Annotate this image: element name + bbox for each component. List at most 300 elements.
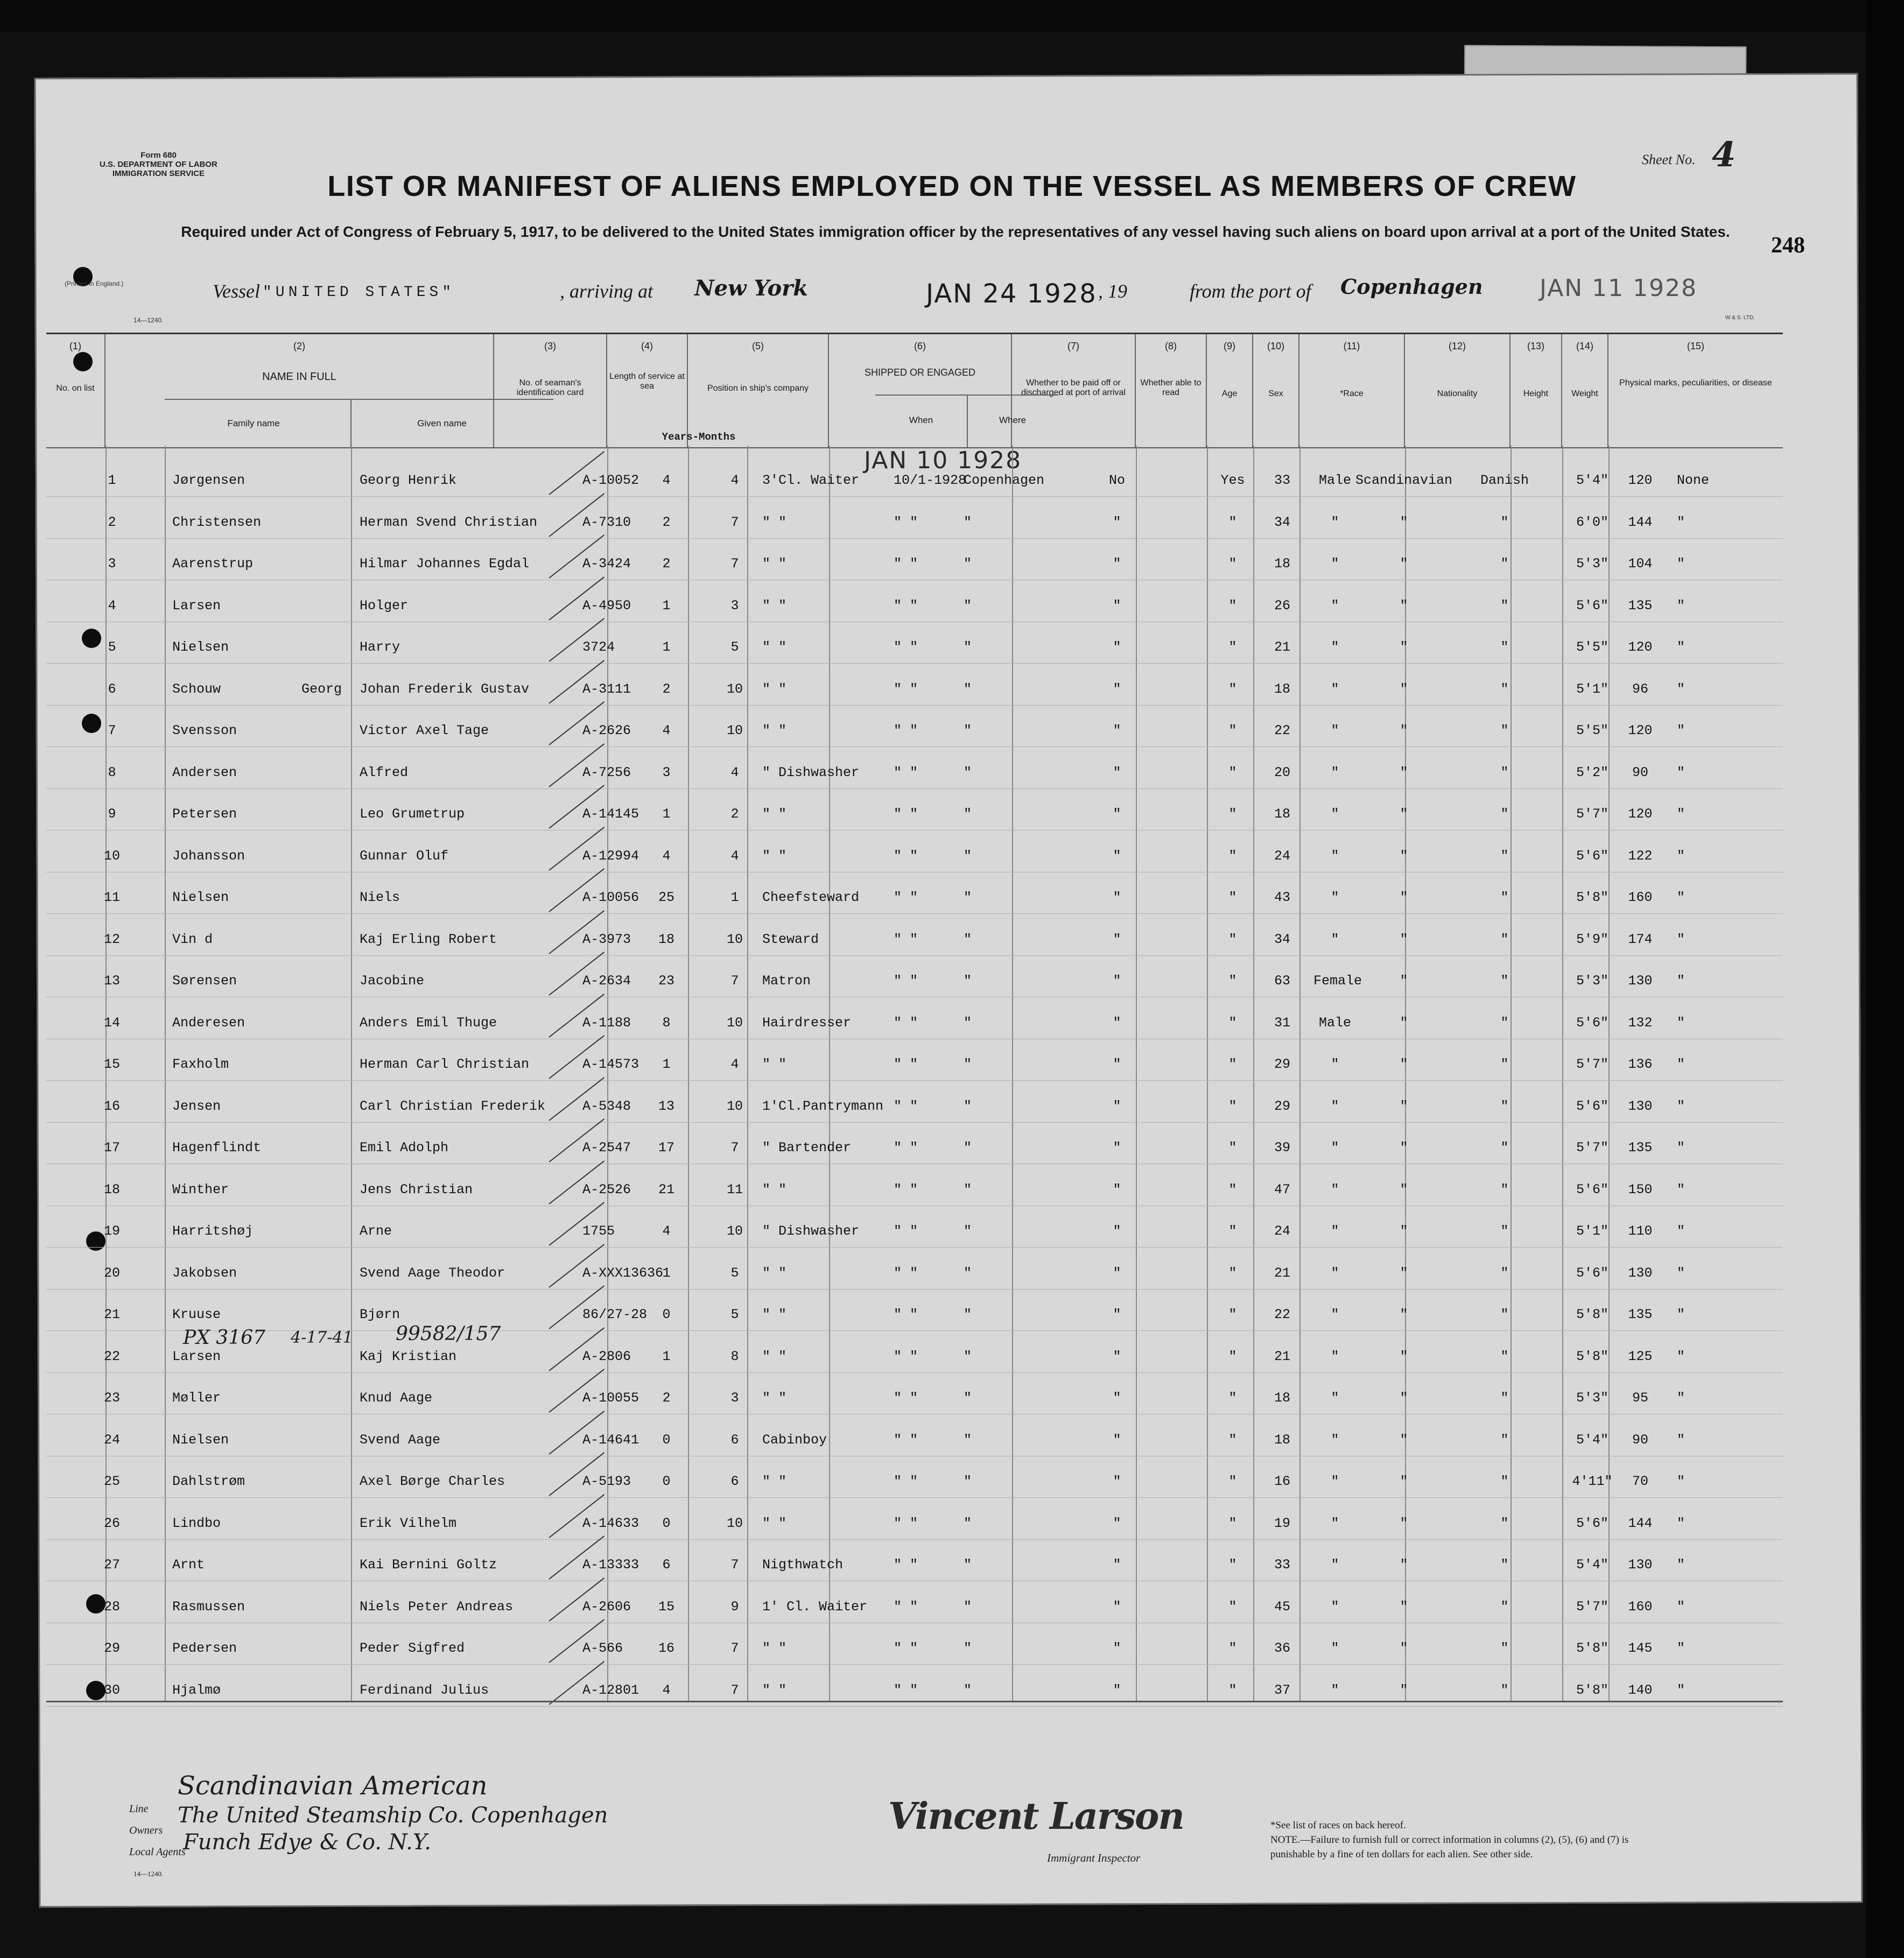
printer-ref: W & S. LTD. xyxy=(1725,315,1755,321)
cell-race: " xyxy=(1400,681,1408,697)
cell-when: " " xyxy=(894,1098,918,1114)
cell-paid: " xyxy=(1113,1015,1121,1031)
cell-position: " Bartender xyxy=(762,1140,852,1156)
column-rule xyxy=(1012,446,1013,1701)
cell-card: A-566 xyxy=(582,1640,623,1656)
col-header-nationality: (12) Nationality xyxy=(1405,334,1510,447)
cell-family: Arnt xyxy=(172,1557,205,1573)
cell-marks: " xyxy=(1677,1557,1685,1573)
cell-sex: " xyxy=(1331,1474,1339,1489)
cell-weight: 140 xyxy=(1628,1682,1653,1698)
owners-label: Owners xyxy=(129,1825,163,1836)
cell-weight: 96 xyxy=(1632,681,1648,697)
cell-where: " xyxy=(964,806,972,822)
cell-weight: 120 xyxy=(1628,473,1653,488)
cell-read: " xyxy=(1228,723,1237,738)
cell-age: 22 xyxy=(1274,723,1290,738)
cell-no: 1 xyxy=(108,473,116,488)
col-header-marks: (15) Physical marks, peculiarities, or disease xyxy=(1619,341,1772,388)
cell-where: " xyxy=(964,890,972,905)
cell-when: " " xyxy=(894,931,918,947)
cell-nat: " xyxy=(1500,723,1509,738)
scan-right-edge xyxy=(1866,0,1904,1958)
cell-when: " " xyxy=(894,806,918,822)
cell-read: " xyxy=(1228,1140,1237,1156)
cell-family: Dahlstrøm xyxy=(172,1474,245,1489)
cell-marks: " xyxy=(1677,1515,1685,1531)
cell-where: " xyxy=(964,1390,972,1406)
cell-race: " xyxy=(1400,764,1408,780)
cell-card: A-5193 xyxy=(582,1474,631,1489)
cell-no: 14 xyxy=(103,1015,120,1031)
vessel-label: Vessel xyxy=(213,280,260,302)
cell-no: 10 xyxy=(103,848,120,864)
footnote xyxy=(1270,1818,1647,1862)
cell-paid: " xyxy=(1113,1515,1121,1531)
footnote-note: NOTE.—Failure to furnish full or correct information in columns (2), (5), (6) and (7) is punishable by a fine of ten dollars for each alien. See other side. xyxy=(1270,1834,1629,1860)
cell-months: 3 xyxy=(730,1390,739,1406)
cell-marks: " xyxy=(1677,1015,1685,1031)
cell-where: " xyxy=(964,1098,972,1114)
cell-no: 12 xyxy=(103,931,120,947)
cell-weight: 145 xyxy=(1628,1640,1653,1656)
cell-race: " xyxy=(1400,1474,1408,1489)
cell-years: 4 xyxy=(662,848,671,864)
cell-years: 25 xyxy=(658,890,675,905)
cell-nat: " xyxy=(1500,1682,1509,1698)
cell-position: " " xyxy=(762,1682,787,1698)
cell-months: 7 xyxy=(730,1682,739,1698)
cell-nat: " xyxy=(1500,1098,1509,1114)
cell-family: Christensen xyxy=(172,514,262,530)
cell-nat: " xyxy=(1500,973,1509,989)
col-header-no: (1) No. on list xyxy=(46,334,106,447)
row-rule xyxy=(46,1122,1783,1123)
cell-months: 6 xyxy=(730,1432,739,1448)
row-rule xyxy=(46,913,1783,914)
cell-age: 22 xyxy=(1274,1307,1290,1322)
cell-weight: 135 xyxy=(1628,1140,1653,1156)
cell-months: 6 xyxy=(730,1474,739,1489)
cell-position: " Dishwasher xyxy=(762,1223,860,1239)
cell-race: " xyxy=(1400,848,1408,864)
cell-age: 37 xyxy=(1274,1682,1290,1698)
cell-family: Schouw xyxy=(172,681,221,697)
cell-race: " xyxy=(1400,1598,1408,1615)
column-rule xyxy=(1207,446,1208,1701)
cell-paid: " xyxy=(1113,1307,1121,1322)
cell-nat: " xyxy=(1500,1640,1509,1656)
row-rule xyxy=(46,1539,1783,1540)
cell-sex: " xyxy=(1331,1307,1339,1322)
cell-months: 7 xyxy=(730,1557,739,1573)
cell-position: " " xyxy=(762,1640,787,1656)
cell-position: " " xyxy=(762,639,787,655)
cell-family: Pedersen xyxy=(172,1640,237,1656)
cell-read: " xyxy=(1228,556,1237,572)
col-header-service: (4) Length of service at sea xyxy=(607,334,688,447)
cell-nat: " xyxy=(1500,1474,1509,1489)
cell-where: " xyxy=(964,681,972,697)
cell-nat: " xyxy=(1500,764,1509,780)
cell-no: 30 xyxy=(103,1682,120,1698)
cell-marks: " xyxy=(1677,681,1685,697)
cell-family: Jensen xyxy=(172,1098,221,1114)
cell-sex: " xyxy=(1331,1140,1339,1156)
cell-race: " xyxy=(1400,1057,1408,1072)
cell-nat: " xyxy=(1500,1140,1509,1156)
cell-where: " xyxy=(964,1265,972,1281)
cell-card: A-3973 xyxy=(582,931,631,947)
cell-height: 5'8" xyxy=(1576,1640,1608,1656)
cell-no: 18 xyxy=(103,1181,120,1198)
cell-given: Holger xyxy=(360,597,409,614)
cell-card: A-10056 xyxy=(582,890,640,905)
cell-weight: 160 xyxy=(1628,1598,1653,1615)
cell-paid: " xyxy=(1113,556,1121,572)
owners-value: The United Steamship Co. Copenhagen xyxy=(178,1803,608,1828)
cell-when: " " xyxy=(894,1390,918,1406)
cell-months: 3 xyxy=(730,597,739,614)
cell-height: 4'11" xyxy=(1572,1474,1613,1489)
cell-card: A-4950 xyxy=(582,597,631,614)
col-header-age: (9) Age xyxy=(1207,334,1253,447)
cell-when: " " xyxy=(894,973,918,989)
cell-position: " " xyxy=(762,514,787,530)
cell-when: " " xyxy=(894,1515,918,1531)
cell-months: 10 xyxy=(726,1098,743,1114)
cell-years: 15 xyxy=(658,1598,675,1615)
cell-paid: " xyxy=(1113,723,1121,738)
cell-race: " xyxy=(1400,973,1408,989)
cell-no: 6 xyxy=(108,681,116,697)
vessel-name: "UNITED STATES" xyxy=(263,284,455,301)
cell-family: Rasmussen xyxy=(172,1598,245,1615)
cell-family: Nielsen xyxy=(172,1432,229,1448)
cell-where: " xyxy=(964,1057,972,1072)
cell-given: Harry xyxy=(360,639,401,655)
cell-months: 10 xyxy=(726,931,743,947)
cell-nat: " xyxy=(1500,1348,1509,1364)
cell-card: A-13333 xyxy=(582,1557,640,1573)
cell-race: " xyxy=(1400,1307,1408,1322)
departure-date-stamp: JAN 11 1928 xyxy=(1540,274,1698,302)
cell-when: " " xyxy=(894,1598,918,1615)
cell-marks: " xyxy=(1677,973,1685,989)
col-header-read: (8) Whether able to read xyxy=(1136,334,1207,447)
cell-months: 11 xyxy=(726,1181,743,1198)
cell-no: 25 xyxy=(103,1474,120,1489)
cell-where: " xyxy=(964,1015,972,1031)
cell-position: Cabinboy xyxy=(762,1432,827,1448)
cell-age: 33 xyxy=(1274,473,1290,488)
cell-read: " xyxy=(1228,514,1237,530)
cell-family: Petersen xyxy=(172,806,237,822)
cell-height: 5'6" xyxy=(1576,597,1608,614)
cell-years: 13 xyxy=(658,1098,675,1114)
cell-given: Arne xyxy=(360,1223,392,1239)
cell-when: " " xyxy=(894,1223,918,1239)
cell-where: " xyxy=(964,1181,972,1198)
cell-marks: " xyxy=(1677,1474,1685,1489)
service: IMMIGRATION SERVICE xyxy=(112,169,205,178)
cell-read: " xyxy=(1228,764,1237,780)
cell-paid: " xyxy=(1113,1223,1121,1239)
cell-where: Copenhagen xyxy=(964,473,1045,488)
cell-marks: " xyxy=(1677,1098,1685,1114)
cell-years: 1 xyxy=(662,597,671,614)
cell-marks: " xyxy=(1677,931,1685,947)
cell-read: " xyxy=(1228,639,1237,655)
cell-months: 7 xyxy=(730,514,739,530)
cell-given: Emil Adolph xyxy=(360,1140,449,1156)
column-rule xyxy=(829,446,830,1701)
cell-position: Matron xyxy=(762,973,811,989)
cell-years: 2 xyxy=(662,514,671,530)
cell-read: " xyxy=(1228,973,1237,989)
cell-race: " xyxy=(1400,1015,1408,1031)
cell-position: " " xyxy=(762,1057,787,1072)
cell-where: " xyxy=(964,1640,972,1656)
cell-when: " " xyxy=(894,1432,918,1448)
cell-no: 24 xyxy=(103,1432,120,1448)
cell-sex: " xyxy=(1331,1057,1339,1072)
col-header-sex: (10) Sex xyxy=(1253,334,1299,447)
cell-months: 10 xyxy=(726,1015,743,1031)
cell-height: 5'4" xyxy=(1576,1432,1608,1448)
col-header-position: (5) Position in ship's company xyxy=(688,334,829,447)
cell-paid: " xyxy=(1113,681,1121,697)
cell-months: 4 xyxy=(730,1057,739,1072)
cell-height: 5'7" xyxy=(1576,1057,1608,1072)
cell-nat: Danish xyxy=(1480,473,1529,488)
cell-read: " xyxy=(1228,1098,1237,1114)
line-label: Line xyxy=(129,1803,149,1815)
cell-years: 2 xyxy=(662,681,671,697)
cell-marks: " xyxy=(1677,1307,1685,1322)
page-title: LIST OR MANIFEST OF ALIENS EMPLOYED ON THE VESSEL AS MEMBERS OF CREW xyxy=(327,170,1577,202)
cell-marks: " xyxy=(1677,639,1685,655)
cell-where: " xyxy=(964,514,972,530)
cell-weight: 90 xyxy=(1632,1432,1648,1448)
cell-sex: " xyxy=(1331,1598,1339,1615)
cell-sex: " xyxy=(1331,1181,1339,1198)
cell-months: 7 xyxy=(730,556,739,572)
cell-paid: " xyxy=(1113,639,1121,655)
cell-sex: " xyxy=(1331,1432,1339,1448)
row-rule xyxy=(46,1372,1783,1373)
cell-marks: " xyxy=(1677,1640,1685,1656)
cell-no: 20 xyxy=(103,1265,120,1281)
cell-where: " xyxy=(964,1432,972,1448)
cell-race: " xyxy=(1400,1390,1408,1406)
cell-race: " xyxy=(1400,1265,1408,1281)
cell-years: 4 xyxy=(662,1682,671,1698)
cell-family: Nielsen xyxy=(172,639,229,655)
cell-weight: 110 xyxy=(1628,1223,1653,1239)
cell-age: 21 xyxy=(1274,1265,1290,1281)
cell-read: " xyxy=(1228,1181,1237,1198)
cell-paid: " xyxy=(1113,1474,1121,1489)
cell-sex: " xyxy=(1331,1515,1339,1531)
cell-card: A-3111 xyxy=(582,681,631,697)
cell-where: " xyxy=(964,1515,972,1531)
cell-when: " " xyxy=(894,1557,918,1573)
cell-weight: 130 xyxy=(1628,1098,1653,1114)
cell-card: A-1188 xyxy=(582,1015,631,1031)
cell-weight: 125 xyxy=(1628,1348,1653,1364)
cell-sex: Male xyxy=(1318,1015,1351,1031)
cell-paid: " xyxy=(1113,1181,1121,1198)
cell-nat: " xyxy=(1500,1265,1509,1281)
cell-where: " xyxy=(964,931,972,947)
cell-nat: " xyxy=(1500,1223,1509,1239)
cell-months: 10 xyxy=(726,681,743,697)
cell-years: 16 xyxy=(658,1640,675,1656)
cell-position: Hairdresser xyxy=(762,1015,852,1031)
cell-years: 1 xyxy=(662,1348,671,1364)
arrival-date-stamp: JAN 24 1928 xyxy=(926,279,1097,309)
cell-paid: " xyxy=(1113,806,1121,822)
cell-given: Axel Børge Charles xyxy=(360,1474,505,1489)
cell-weight: 120 xyxy=(1628,639,1653,655)
cell-nat: " xyxy=(1500,556,1509,572)
cell-months: 5 xyxy=(730,639,739,655)
cell-marks: " xyxy=(1677,764,1685,780)
cell-when: " " xyxy=(894,1181,918,1198)
cell-nat: " xyxy=(1500,514,1509,530)
cell-sex: " xyxy=(1331,890,1339,905)
cell-where: " xyxy=(964,848,972,864)
arriving-label: , arriving at xyxy=(560,280,654,302)
cell-marks: " xyxy=(1677,1598,1685,1615)
cell-height: 5'4" xyxy=(1576,473,1608,488)
cell-no: 29 xyxy=(103,1640,120,1656)
cell-family: Vin d xyxy=(172,931,213,947)
cell-family: Aarenstrup xyxy=(172,556,254,572)
column-rule xyxy=(1253,446,1254,1701)
cell-sex: " xyxy=(1331,1223,1339,1239)
cell-card: 3724 xyxy=(582,639,615,655)
cell-height: 5'1" xyxy=(1576,1223,1608,1239)
cell-when: " " xyxy=(894,764,918,780)
agents-value: Funch Edye & Co. N.Y. xyxy=(183,1830,431,1855)
cell-age: 45 xyxy=(1274,1598,1290,1615)
cell-no: 26 xyxy=(103,1515,120,1531)
cell-months: 8 xyxy=(730,1348,739,1364)
cell-read: " xyxy=(1228,1265,1237,1281)
cell-when: " " xyxy=(894,639,918,655)
cell-height: 6'0" xyxy=(1576,514,1608,530)
cell-position: Nigthwatch xyxy=(762,1557,844,1573)
year-label: , 19 xyxy=(1098,280,1127,302)
cell-position: Steward xyxy=(762,931,819,947)
cell-race: " xyxy=(1400,1682,1408,1698)
column-rule xyxy=(688,446,689,1701)
cell-given: Niels Peter Andreas xyxy=(360,1598,514,1615)
cell-position: " " xyxy=(762,1307,787,1322)
shipped-subdivider xyxy=(967,395,968,447)
name-divider xyxy=(165,399,553,400)
cell-card: A-14145 xyxy=(582,806,640,822)
cell-when: " " xyxy=(894,1307,918,1322)
cell-read: " xyxy=(1228,1057,1237,1072)
cell-sex: " xyxy=(1331,597,1339,614)
cell-position: " " xyxy=(762,806,787,822)
cell-paid: " xyxy=(1113,514,1121,530)
cell-nat: " xyxy=(1500,597,1509,614)
cell-age: 20 xyxy=(1274,764,1290,780)
col-header-weight: (14) Weight xyxy=(1562,334,1608,447)
cell-weight: 144 xyxy=(1628,1515,1653,1531)
cell-years: 1 xyxy=(662,1057,671,1072)
cell-age: 34 xyxy=(1274,514,1290,530)
cell-card: A-14633 xyxy=(582,1515,640,1531)
cell-no: 17 xyxy=(103,1140,120,1156)
cell-family: Møller xyxy=(172,1390,221,1406)
cell-months: 4 xyxy=(730,764,739,780)
cell-height: 5'6" xyxy=(1576,1015,1608,1031)
cell-card: A-10055 xyxy=(582,1390,640,1406)
scan-top-edge xyxy=(0,0,1904,32)
cell-sex: " xyxy=(1331,556,1339,572)
cell-given: Ferdinand Julius xyxy=(360,1682,489,1698)
cell-paid: " xyxy=(1113,848,1121,864)
cell-age: 29 xyxy=(1274,1098,1290,1114)
cell-read: " xyxy=(1228,1682,1237,1698)
cell-where: " xyxy=(964,597,972,614)
cell-years: 21 xyxy=(658,1181,675,1198)
cell-height: 5'9" xyxy=(1576,931,1608,947)
cell-family: Nielsen xyxy=(172,890,229,905)
cell-nat: " xyxy=(1500,1432,1509,1448)
cell-family: Svensson xyxy=(172,723,237,738)
cell-given: Peder Sigfred xyxy=(360,1640,465,1656)
cell-sex: " xyxy=(1331,1265,1339,1281)
cell-card: A-12801 xyxy=(582,1682,640,1698)
cell-card: A-2634 xyxy=(582,973,631,989)
col-header-card: (3) No. of seaman's identification card xyxy=(494,334,607,447)
cell-card: A-5348 xyxy=(582,1098,631,1114)
when-header: When xyxy=(909,415,933,425)
cell-where: " xyxy=(964,639,972,655)
cell-age: 43 xyxy=(1274,890,1290,905)
cell-age: 16 xyxy=(1274,1474,1290,1489)
cell-nat: " xyxy=(1500,931,1509,947)
cell-paid: " xyxy=(1113,973,1121,989)
cell-years: 1 xyxy=(662,639,671,655)
cell-where: " xyxy=(964,1140,972,1156)
cell-given: Leo Grumetrup xyxy=(360,806,465,822)
footnote-races: *See list of races on back hereof. xyxy=(1270,1820,1406,1831)
cell-race: " xyxy=(1400,1223,1408,1239)
cell-sex: " xyxy=(1331,681,1339,697)
cell-age: 18 xyxy=(1274,681,1290,697)
cell-years: 3 xyxy=(662,764,671,780)
cell-when: " " xyxy=(894,890,918,905)
cell-read: " xyxy=(1228,1474,1237,1489)
cell-position: " Dishwasher xyxy=(762,764,860,780)
cell-weight: 90 xyxy=(1632,764,1648,780)
cell-nat: " xyxy=(1500,806,1509,822)
cell-read: " xyxy=(1228,597,1237,614)
cell-weight: 120 xyxy=(1628,723,1653,738)
cell-race: " xyxy=(1400,1515,1408,1531)
cell-race: " xyxy=(1400,931,1408,947)
cell-given: Hilmar Johannes Egdal xyxy=(360,556,530,572)
cell-when: " " xyxy=(894,514,918,530)
cell-paid: " xyxy=(1113,1390,1121,1406)
